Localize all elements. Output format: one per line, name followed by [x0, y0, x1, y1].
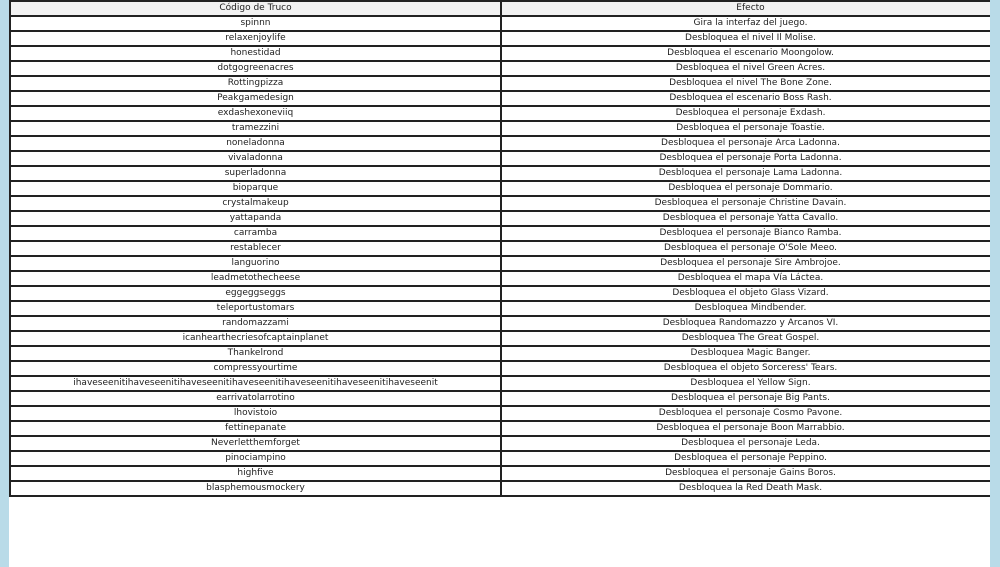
effect-cell: Desbloquea el personaje Sire Ambrojoe.	[501, 256, 990, 271]
table-row	[10, 16, 990, 31]
effect-cell: Desbloquea Randomazzo y Arcanos VI.	[501, 316, 990, 331]
effect-cell: Desbloquea el personaje Toastie.	[501, 121, 990, 136]
table-row	[10, 256, 990, 271]
table-row	[10, 331, 990, 346]
table-row	[10, 121, 990, 136]
effect-cell: Desbloquea el escenario Moongolow.	[501, 46, 990, 61]
table-row	[10, 151, 990, 166]
cheat-code-cell: pinociampino	[10, 451, 501, 466]
effect-cell: Desbloquea el personaje Porta Ladonna.	[501, 151, 990, 166]
cheat-code-cell: lhovistoio	[10, 406, 501, 421]
effect-cell: Desbloquea el personaje Peppino.	[501, 451, 990, 466]
cheat-code-cell: yattapanda	[10, 211, 501, 226]
effect-cell: Desbloquea el personaje Cosmo Pavone.	[501, 406, 990, 421]
cheat-code-cell: icanhearthecriesofcaptainplanet	[10, 331, 501, 346]
effect-cell: Desbloquea el Yellow Sign.	[501, 376, 990, 391]
effect-cell: Desbloquea el personaje Boon Marrabbio.	[501, 421, 990, 436]
table-row	[10, 136, 990, 151]
cheat-code-cell: noneladonna	[10, 136, 501, 151]
column-header-code: Código de Truco	[10, 1, 501, 16]
table-row	[10, 271, 990, 286]
table-row	[10, 391, 990, 406]
table-row	[10, 361, 990, 376]
table-row	[10, 286, 990, 301]
effect-cell: Desbloquea el personaje Yatta Cavallo.	[501, 211, 990, 226]
effect-cell: Desbloquea el mapa Vía Láctea.	[501, 271, 990, 286]
table-row	[10, 481, 990, 496]
cheat-code-cell: Peakgamedesign	[10, 91, 501, 106]
effect-cell: Desbloquea el personaje Big Pants.	[501, 391, 990, 406]
cheat-code-cell: Rottingpizza	[10, 76, 501, 91]
effect-cell: Desbloquea el personaje Leda.	[501, 436, 990, 451]
cheat-code-cell: compressyourtime	[10, 361, 501, 376]
cheat-code-cell: superladonna	[10, 166, 501, 181]
cheat-code-cell: bioparque	[10, 181, 501, 196]
cheat-code-cell: languorino	[10, 256, 501, 271]
cheat-code-cell: dotgogreenacres	[10, 61, 501, 76]
cheat-code-cell: blasphemousmockery	[10, 481, 501, 496]
table-row	[10, 436, 990, 451]
table-row	[10, 196, 990, 211]
table-row	[10, 316, 990, 331]
table-row	[10, 346, 990, 361]
cheat-code-cell: teleportustomars	[10, 301, 501, 316]
effect-cell: Desbloquea el personaje Arca Ladonna.	[501, 136, 990, 151]
table-row	[10, 376, 990, 391]
cheat-code-cell: randomazzami	[10, 316, 501, 331]
cheat-code-cell: eggeggseggs	[10, 286, 501, 301]
effect-cell: Desbloquea el personaje Bianco Ramba.	[501, 226, 990, 241]
effect-cell: Desbloquea The Great Gospel.	[501, 331, 990, 346]
cheat-code-cell: honestidad	[10, 46, 501, 61]
document-page	[9, 0, 990, 567]
cheat-code-cell: Thankelrond	[10, 346, 501, 361]
cheat-code-cell: vivaladonna	[10, 151, 501, 166]
cheat-code-cell: relaxenjoylife	[10, 31, 501, 46]
effect-cell: Desbloquea el personaje O'Sole Meeo.	[501, 241, 990, 256]
effect-cell: Desbloquea el personaje Exdash.	[501, 106, 990, 121]
effect-cell: Desbloquea Magic Banger.	[501, 346, 990, 361]
effect-cell: Desbloquea el objeto Sorceress' Tears.	[501, 361, 990, 376]
cheat-code-cell: Neverletthemforget	[10, 436, 501, 451]
cheat-code-cell: fettinepanate	[10, 421, 501, 436]
effect-cell: Desbloquea la Red Death Mask.	[501, 481, 990, 496]
cheat-code-cell: ihaveseenitihaveseenitihaveseenitihaveseenitihaveseenitihaveseenitihaveseenit	[10, 376, 501, 391]
table-row	[10, 46, 990, 61]
cheat-code-cell: restablecer	[10, 241, 501, 256]
table-row	[10, 106, 990, 121]
effect-cell: Desbloquea Mindbender.	[501, 301, 990, 316]
effect-cell: Desbloquea el personaje Gains Boros.	[501, 466, 990, 481]
table-row	[10, 61, 990, 76]
effect-cell: Desbloquea el personaje Christine Davain.	[501, 196, 990, 211]
table-row	[10, 241, 990, 256]
table-row	[10, 31, 990, 46]
effect-cell: Desbloquea el objeto Glass Vizard.	[501, 286, 990, 301]
cheat-code-cell: highfive	[10, 466, 501, 481]
table-body	[10, 16, 990, 496]
cheat-code-cell: earrivatolarrotino	[10, 391, 501, 406]
effect-cell: Desbloquea el personaje Dommario.	[501, 181, 990, 196]
cheat-code-cell: tramezzini	[10, 121, 501, 136]
table-header	[10, 1, 990, 16]
table-row	[10, 91, 990, 106]
effect-cell: Desbloquea el nivel Il Molise.	[501, 31, 990, 46]
cheat-code-cell: carramba	[10, 226, 501, 241]
cheat-code-cell: leadmetothecheese	[10, 271, 501, 286]
table-row	[10, 166, 990, 181]
cheat-codes-table	[9, 0, 990, 497]
table-row	[10, 226, 990, 241]
cheat-code-cell: exdashexoneviiq	[10, 106, 501, 121]
cheat-code-cell: spinnn	[10, 16, 501, 31]
effect-cell: Gira la interfaz del juego.	[501, 16, 990, 31]
table-row	[10, 211, 990, 226]
cheat-code-cell: crystalmakeup	[10, 196, 501, 211]
column-header-effect: Efecto	[501, 1, 990, 16]
table-row	[10, 181, 990, 196]
table-row	[10, 466, 990, 481]
effect-cell: Desbloquea el escenario Boss Rash.	[501, 91, 990, 106]
table-row	[10, 421, 990, 436]
effect-cell: Desbloquea el nivel Green Acres.	[501, 61, 990, 76]
header-row	[10, 1, 990, 16]
effect-cell: Desbloquea el nivel The Bone Zone.	[501, 76, 990, 91]
table-row	[10, 406, 990, 421]
table-row	[10, 451, 990, 466]
effect-cell: Desbloquea el personaje Lama Ladonna.	[501, 166, 990, 181]
table-row	[10, 76, 990, 91]
table-row	[10, 301, 990, 316]
